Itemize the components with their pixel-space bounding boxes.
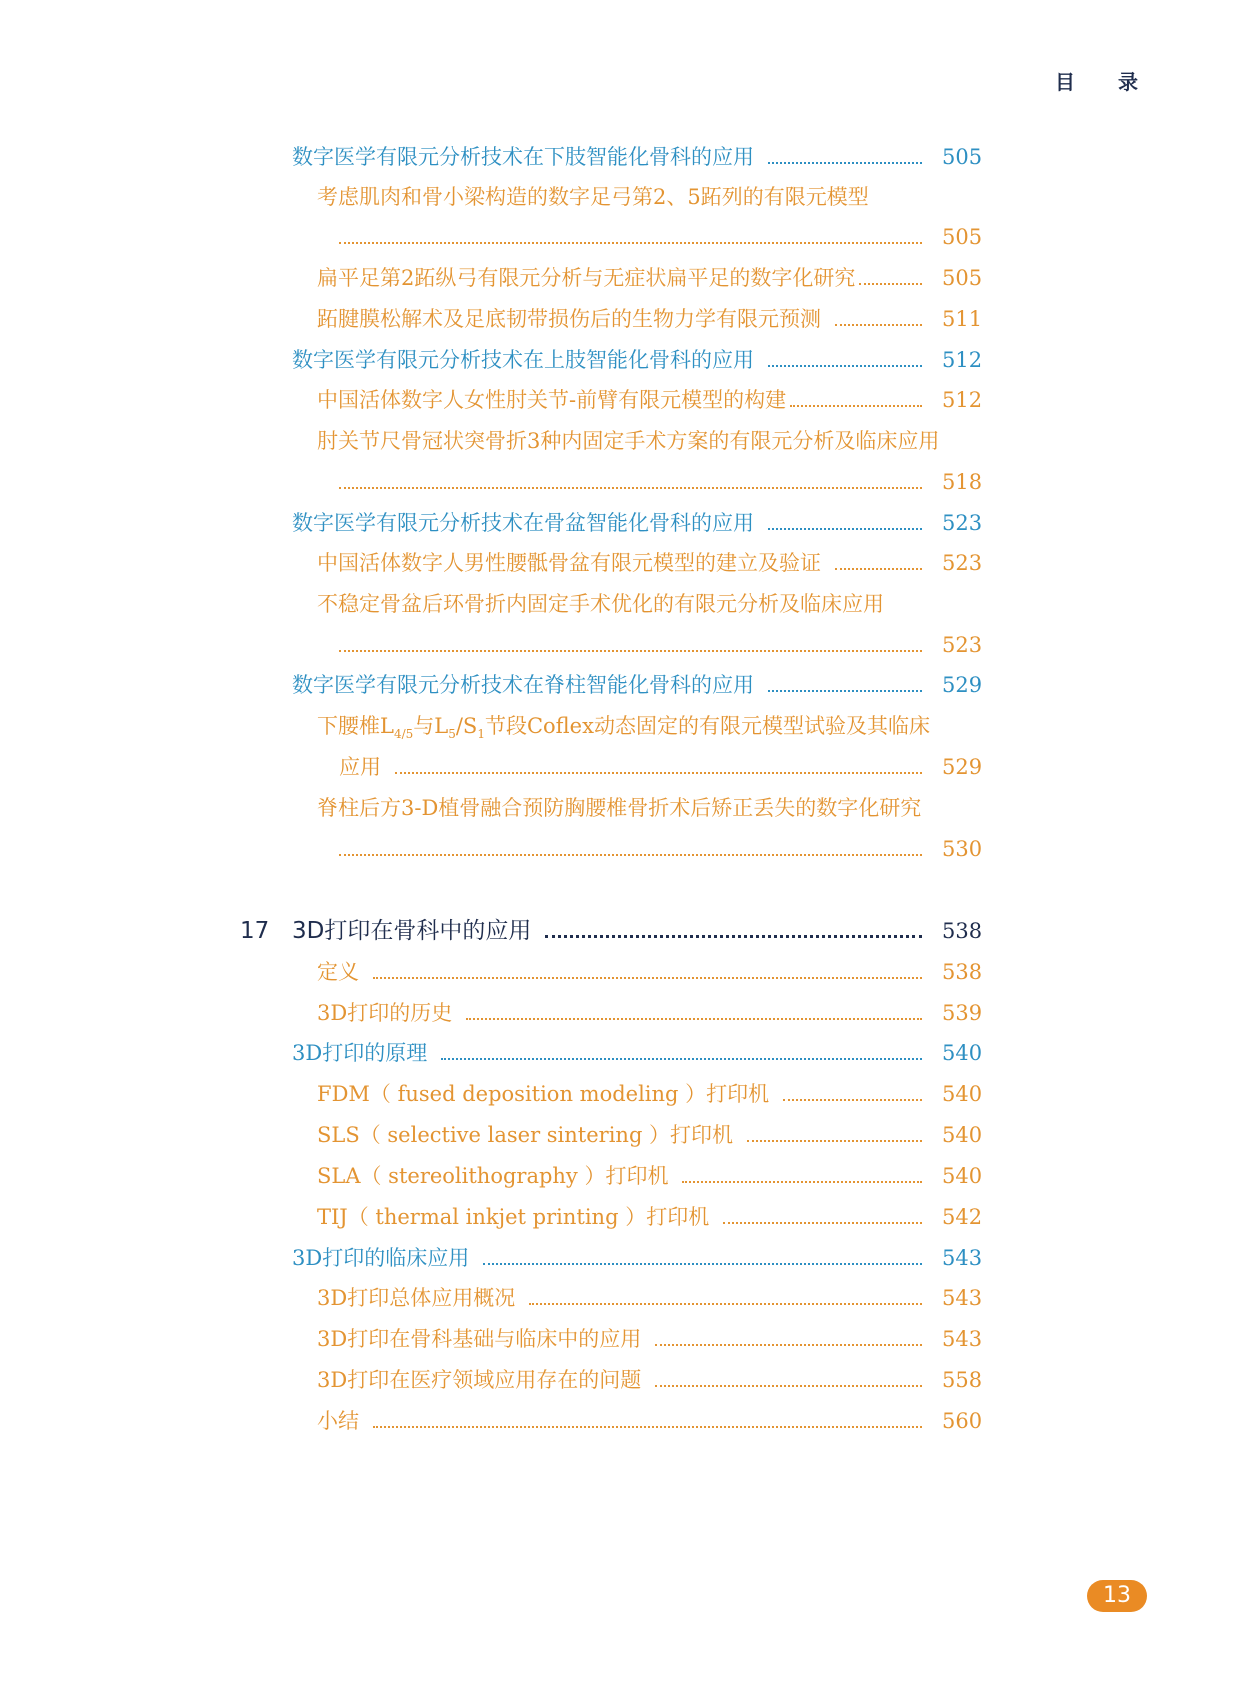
toc-chapter-entry[interactable]: [240, 914, 982, 948]
toc-entry-title: 不稳定骨盆后环骨折内固定手术优化的有限元分析及临床应用: [317, 592, 884, 616]
dot-leader: [723, 1222, 922, 1224]
toc-entry[interactable]: [292, 140, 982, 174]
toc-entry-page: 543: [942, 1246, 983, 1270]
toc-entry-title: 3D打印总体应用概况: [317, 1286, 516, 1310]
dot-leader: [339, 650, 922, 652]
dot-leader: [395, 772, 922, 774]
toc-entry-title: 数字医学有限元分析技术在脊柱智能化骨科的应用: [292, 673, 754, 697]
toc-entry-title: 3D打印的历史: [317, 1001, 453, 1025]
dot-leader: [529, 1303, 922, 1305]
toc-entry[interactable]: [317, 383, 982, 417]
toc-entry-title: 数字医学有限元分析技术在下肢智能化骨科的应用: [292, 145, 754, 169]
dot-leader: [768, 690, 922, 692]
toc-entry[interactable]: [317, 180, 982, 214]
toc-entry[interactable]: [317, 996, 982, 1030]
toc-entry-page: 540: [942, 1164, 983, 1188]
toc-entry-title: SLS（ selective laser sintering ）打印机: [317, 1123, 734, 1147]
dot-leader: [682, 1181, 922, 1183]
toc-entry[interactable]: [317, 1281, 982, 1315]
toc-entry-page: 560: [942, 1409, 983, 1433]
toc-entry[interactable]: [317, 1200, 982, 1234]
toc-entry[interactable]: [317, 1322, 982, 1356]
toc-entry-page: 542: [942, 1205, 983, 1229]
chapter-title: 3D打印在骨科中的应用: [292, 918, 532, 944]
toc-entry-title: FDM（ fused deposition modeling ）打印机: [317, 1082, 770, 1106]
dot-leader: [373, 1426, 922, 1428]
toc-entry-title: 扁平足第2跖纵弓有限元分析与无症状扁平足的数字化研究: [317, 266, 856, 290]
toc-entry-title: 3D打印的临床应用: [292, 1246, 470, 1270]
toc-entry-continuation[interactable]: [339, 628, 982, 662]
toc-entry[interactable]: [317, 546, 982, 580]
toc-entry-page: 523: [942, 633, 983, 657]
toc-entry-title: 跖腱膜松解术及足底韧带损伤后的生物力学有限元预测: [317, 307, 821, 331]
toc-entry-page: 538: [942, 960, 983, 984]
toc-entry[interactable]: [317, 1363, 982, 1397]
dot-leader: [339, 242, 922, 244]
toc-entry-page: 529: [942, 673, 983, 697]
toc-entry-page: 543: [942, 1286, 983, 1310]
dot-leader: [768, 162, 922, 164]
dot-leader: [655, 1344, 922, 1346]
dot-leader: [768, 528, 922, 530]
toc-entry-page: 523: [942, 511, 983, 535]
toc-entry[interactable]: [292, 1241, 982, 1275]
toc-entry[interactable]: [317, 1159, 982, 1193]
toc-entry-title: SLA（ stereolithography ）打印机: [317, 1164, 669, 1188]
dot-leader: [441, 1058, 922, 1060]
dot-leader: [339, 854, 922, 856]
dot-leader: [483, 1263, 922, 1265]
toc-entry-page: 540: [942, 1041, 983, 1065]
toc-entry-continuation[interactable]: [339, 220, 982, 254]
toc-entry-page: 505: [942, 145, 983, 169]
chapter-number: 17: [240, 918, 270, 944]
dot-leader: [790, 405, 922, 407]
toc-entry-continuation[interactable]: [339, 465, 982, 499]
toc-entry-page: 523: [942, 551, 983, 575]
toc-entry[interactable]: [317, 302, 982, 336]
page-header-title: 目 录: [1055, 70, 1156, 94]
toc-entry-title: 数字医学有限元分析技术在上肢智能化骨科的应用: [292, 348, 754, 372]
toc-entry[interactable]: [317, 1404, 982, 1438]
toc-entry-title: 肘关节尺骨冠状突骨折3种内固定手术方案的有限元分析及临床应用: [317, 429, 940, 453]
toc-entry-page: 558: [942, 1368, 983, 1392]
toc-entry[interactable]: [292, 1036, 982, 1070]
toc-entry-page: 512: [942, 388, 983, 412]
toc-entry-title: 下腰椎$L_{4/5}$与$L_5/S_1$节段Coflex动态固定的有限元模型试验及其临床: [317, 714, 930, 742]
dot-leader: [466, 1018, 922, 1020]
toc-entry[interactable]: [292, 668, 982, 702]
toc-entry-page: 505: [942, 225, 983, 249]
toc-entry-page: 505: [942, 266, 983, 290]
toc-entry[interactable]: [292, 506, 982, 540]
toc-entry-title: 脊柱后方3-D植骨融合预防胸腰椎骨折术后矫正丢失的数字化研究: [317, 796, 922, 820]
dot-leader: [747, 1140, 922, 1142]
dot-leader: [373, 977, 922, 979]
toc-entry[interactable]: [317, 955, 982, 989]
toc-entry[interactable]: [317, 791, 982, 825]
toc-entry-page: 518: [942, 470, 983, 494]
toc-entry-continuation[interactable]: [339, 832, 982, 866]
dot-leader: [783, 1099, 922, 1101]
toc-entry-title: 定义: [317, 960, 359, 984]
toc-entry-title: 小结: [317, 1409, 359, 1433]
toc-entry-title: 中国活体数字人女性肘关节-前臂有限元模型的构建: [317, 388, 787, 412]
toc-entry[interactable]: [317, 709, 982, 743]
dot-leader: [545, 935, 922, 938]
toc-entry-page: 540: [942, 1082, 983, 1106]
dot-leader: [835, 324, 922, 326]
toc-entry-page: 540: [942, 1123, 983, 1147]
dot-leader: [835, 568, 922, 570]
toc-entry[interactable]: [292, 343, 982, 377]
toc-entry[interactable]: [317, 424, 982, 458]
dot-leader: [339, 487, 922, 489]
toc-entry-page: 512: [942, 348, 983, 372]
toc-entry-page: 543: [942, 1327, 983, 1351]
chapter-page: 538: [942, 919, 983, 943]
toc-entry-title: 3D打印的原理: [292, 1041, 428, 1065]
toc-entry-title: 应用: [339, 755, 381, 779]
toc-entry-page: 530: [942, 837, 983, 861]
toc-entry[interactable]: [317, 1118, 982, 1152]
page-number-badge: 13: [1087, 1580, 1147, 1612]
dot-leader: [859, 283, 922, 285]
toc-entry-title: TIJ（ thermal inkjet printing ）打印机: [317, 1205, 710, 1229]
toc-entry-title: 3D打印在骨科基础与临床中的应用: [317, 1327, 642, 1351]
toc-entry-title: 考虑肌肉和骨小梁构造的数字足弓第2、5跖列的有限元模型: [317, 185, 869, 209]
toc-entry[interactable]: [317, 587, 982, 621]
toc-entry[interactable]: [317, 261, 982, 295]
dot-leader: [655, 1385, 922, 1387]
dot-leader: [768, 365, 922, 367]
toc-entry[interactable]: [317, 1077, 982, 1111]
toc-entry-title: 数字医学有限元分析技术在骨盆智能化骨科的应用: [292, 511, 754, 535]
toc-entry-title: 3D打印在医疗领域应用存在的问题: [317, 1368, 642, 1392]
toc-entry-page: 511: [942, 307, 983, 331]
toc-entry-page: 539: [942, 1001, 983, 1025]
toc-entry-page: 529: [942, 755, 983, 779]
toc-entry-title: 中国活体数字人男性腰骶骨盆有限元模型的建立及验证: [317, 551, 821, 575]
toc-entry-continuation[interactable]: [339, 750, 982, 784]
